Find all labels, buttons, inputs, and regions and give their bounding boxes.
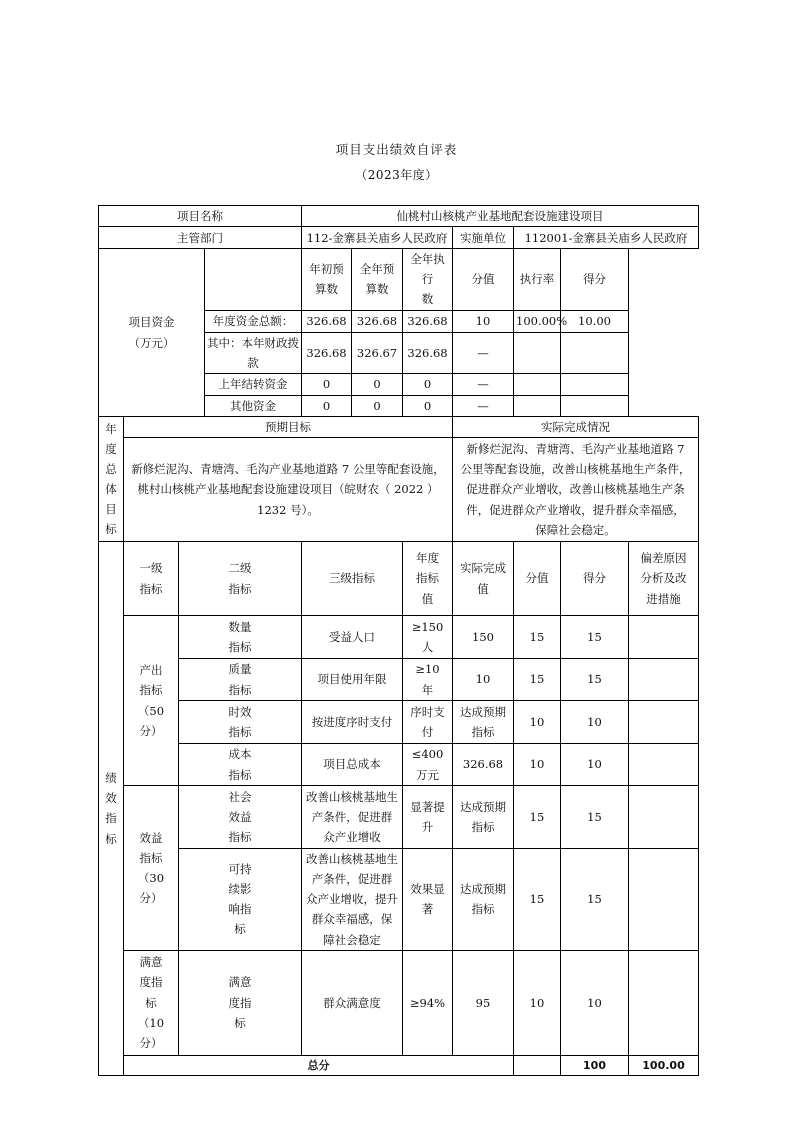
target-cell: 效果显 著 xyxy=(403,849,453,951)
funds-score xyxy=(561,395,629,416)
funds-initial: 0 xyxy=(302,373,352,395)
project-name-label: 项目名称 xyxy=(99,206,302,227)
level2-cell: 社会 效益 指标 xyxy=(179,786,302,849)
target-cell: ≤400 万元 xyxy=(403,744,453,786)
funds-rate xyxy=(514,395,561,416)
level1-satisfaction: 满意 度指 标 （10 分） xyxy=(124,950,179,1055)
funds-row-label: 年度资金总额： xyxy=(205,310,302,332)
funds-initial: 326.68 xyxy=(302,332,352,373)
indicator-row xyxy=(99,701,699,744)
level2-cell: 成本 指标 xyxy=(179,744,302,786)
page-title: 项目支出绩效自评表 xyxy=(335,142,458,157)
score-cell: 10 xyxy=(561,701,629,744)
funds-annual: 0 xyxy=(352,373,403,395)
score-cell: 15 xyxy=(561,786,629,849)
target-cell: 显著提 升 xyxy=(403,786,453,849)
funds-label: 项目资金 （万元） xyxy=(99,249,205,417)
actual-cell: 达成预期 指标 xyxy=(453,849,514,951)
funds-weight: — xyxy=(453,373,514,395)
target-cell: ≥10 年 xyxy=(403,659,453,701)
project-name-row xyxy=(99,206,699,227)
level3-cell: 按进度序时支付 xyxy=(302,701,403,744)
weight-cell: 10 xyxy=(514,950,561,1055)
funds-annual: 0 xyxy=(352,395,403,416)
funds-weight: 10 xyxy=(453,310,514,332)
score-cell: 10 xyxy=(561,744,629,786)
funds-score xyxy=(561,332,629,373)
weight-cell: 10 xyxy=(514,701,561,744)
score-cell: 10 xyxy=(561,950,629,1055)
impl-label: 实施单位 xyxy=(453,227,514,249)
dept-label: 主管部门 xyxy=(99,227,302,249)
funds-weight: — xyxy=(453,332,514,373)
col-actual: 实际完成 值 xyxy=(453,542,514,616)
col-score: 得分 xyxy=(561,542,629,616)
level2-cell: 质量 指标 xyxy=(179,659,302,701)
funds-rate xyxy=(514,332,561,373)
actual-cell: 95 xyxy=(453,950,514,1055)
funds-rate xyxy=(514,373,561,395)
col-level3: 三级指标 xyxy=(302,542,403,616)
level3-cell: 项目使用年限 xyxy=(302,659,403,701)
level3-cell: 改善山核桃基地生产条件，促进群 众产业增收，提升群众幸福感，保 障社会稳定 xyxy=(302,849,403,951)
level1-benefit: 效益 指标 （30 分） xyxy=(124,786,179,951)
funds-executed: 0 xyxy=(403,395,453,416)
col-deviation: 偏差原因 分析及改 进措施 xyxy=(629,542,699,616)
funds-col-executed: 全年执行 数 xyxy=(403,249,453,310)
weight-cell: 15 xyxy=(514,849,561,951)
project-name: 仙桃村山核桃产业基地配套设施建设项目 xyxy=(302,206,699,227)
indicator-row xyxy=(99,786,699,849)
target-cell: ≥94% xyxy=(403,950,453,1055)
goals-header-row xyxy=(99,416,699,437)
total-blank xyxy=(514,1055,561,1075)
level3-cell: 项目总成本 xyxy=(302,744,403,786)
indicator-row xyxy=(99,744,699,786)
deviation-cell xyxy=(629,849,699,951)
level2-cell: 满意 度指 标 xyxy=(179,950,302,1055)
total-label: 总分 xyxy=(124,1055,514,1075)
score-cell: 15 xyxy=(561,616,629,659)
funds-executed: 0 xyxy=(403,373,453,395)
funds-executed: 326.68 xyxy=(403,310,453,332)
col-target: 年度 指标 值 xyxy=(403,542,453,616)
indicator-row xyxy=(99,659,699,701)
col-weight: 分值 xyxy=(514,542,561,616)
funds-row-label: 其中：本年财政拨款 xyxy=(205,332,302,373)
actual-cell: 达成预期 指标 xyxy=(453,786,514,849)
funds-weight: — xyxy=(453,395,514,416)
funds-col-rate: 执行率 xyxy=(514,249,561,310)
funds-executed: 326.68 xyxy=(403,332,453,373)
actual-cell: 达成预期 指标 xyxy=(453,701,514,744)
indicators-section-label: 绩 效 指 标 xyxy=(99,542,124,1076)
actual-header: 实际完成情况 xyxy=(453,416,699,437)
funds-header-blank xyxy=(205,249,302,310)
goals-section-label: 年 度 总 体 目 标 xyxy=(99,416,124,541)
funds-row-label: 其他资金 xyxy=(205,395,302,416)
page-subtitle: （2023年度） xyxy=(355,168,438,182)
impl-value: 112001-金寨县关庙乡人民政府 xyxy=(514,227,699,249)
indicators-header-row xyxy=(99,542,699,616)
performance-table xyxy=(98,205,699,1076)
expected-header: 预期目标 xyxy=(124,416,453,437)
funds-col-annual: 全年预 算数 xyxy=(352,249,403,310)
dept-row xyxy=(99,227,699,249)
level2-cell: 可持 续影 响指 标 xyxy=(179,849,302,951)
weight-cell: 15 xyxy=(514,659,561,701)
level3-cell: 群众满意度 xyxy=(302,950,403,1055)
actual-cell: 150 xyxy=(453,616,514,659)
funds-annual: 326.68 xyxy=(352,310,403,332)
actual-cell: 326.68 xyxy=(453,744,514,786)
funds-initial: 326.68 xyxy=(302,310,352,332)
funds-rate: 100.00% xyxy=(514,310,561,332)
weight-cell: 15 xyxy=(514,786,561,849)
actual-cell: 10 xyxy=(453,659,514,701)
actual-result: 新修烂泥沟、青塘湾、毛沟产业基地道路 7 公里等配套设施，改善山核桃基地生产条件， 促进群众产业增收，改善山核桃基地生产条 件，促进群众产业增收，提升群众幸福感， 保障社会稳定。 xyxy=(453,438,699,542)
col-level1: 一级 指标 xyxy=(124,542,179,616)
funds-col-weight: 分值 xyxy=(453,249,514,310)
indicator-row xyxy=(99,950,699,1055)
deviation-cell xyxy=(629,659,699,701)
score-cell: 15 xyxy=(561,659,629,701)
dept-value: 112-金寨县关庙乡人民政府 xyxy=(302,227,453,249)
funds-col-initial: 年初预 算数 xyxy=(302,249,352,310)
deviation-cell xyxy=(629,701,699,744)
goals-content-row xyxy=(99,438,699,542)
level2-cell: 数量 指标 xyxy=(179,616,302,659)
funds-col-score: 得分 xyxy=(561,249,629,310)
weight-cell: 15 xyxy=(514,616,561,659)
total-row xyxy=(99,1055,699,1075)
funds-initial: 0 xyxy=(302,395,352,416)
deviation-cell xyxy=(629,744,699,786)
target-cell: ≥150 人 xyxy=(403,616,453,659)
funds-score: 10.00 xyxy=(561,310,629,332)
deviation-cell xyxy=(629,786,699,849)
funds-header-row xyxy=(99,249,699,310)
weight-cell: 10 xyxy=(514,744,561,786)
funds-score xyxy=(561,373,629,395)
level1-output: 产出 指标 （50 分） xyxy=(124,616,179,786)
indicator-row xyxy=(99,616,699,659)
deviation-cell xyxy=(629,616,699,659)
col-level2: 二级 指标 xyxy=(179,542,302,616)
score-cell: 15 xyxy=(561,849,629,951)
level2-cell: 时效 指标 xyxy=(179,701,302,744)
indicator-row xyxy=(99,849,699,951)
level3-cell: 改善山核桃基地生产条件，促进群 众产业增收 xyxy=(302,786,403,849)
funds-annual: 326.67 xyxy=(352,332,403,373)
deviation-cell xyxy=(629,950,699,1055)
level3-cell: 受益人口 xyxy=(302,616,403,659)
expected-goal: 新修烂泥沟、青塘湾、毛沟产业基地道路 7 公里等配套设施， 桃村山核桃产业基地配套设施建设项目（皖财农（ 2022 ） 1232 号）。 xyxy=(124,438,453,542)
total-score: 100.00 xyxy=(629,1055,699,1075)
target-cell: 序时支 付 xyxy=(403,701,453,744)
funds-row-label: 上年结转资金 xyxy=(205,373,302,395)
total-weight: 100 xyxy=(561,1055,629,1075)
